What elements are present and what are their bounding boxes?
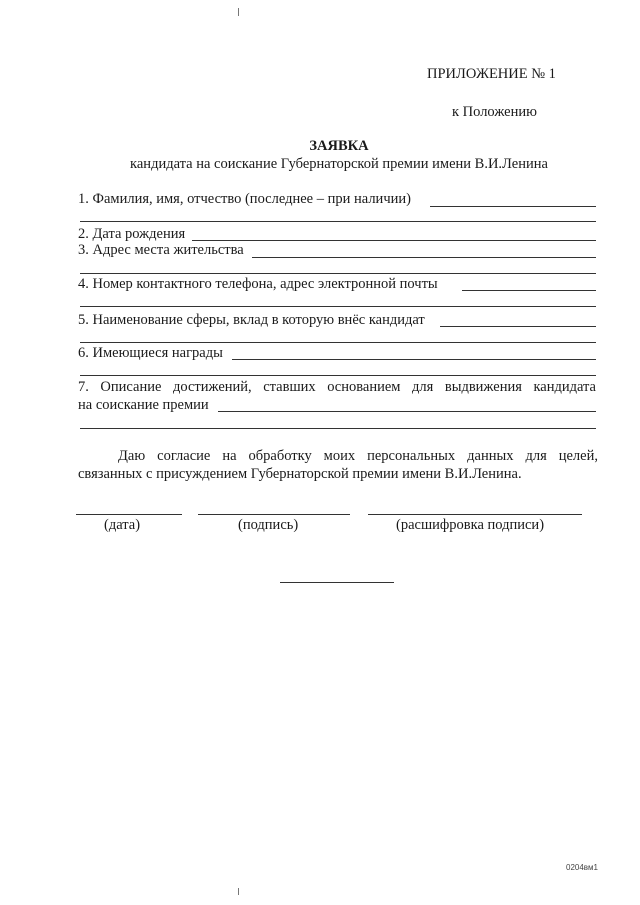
contacts-input-line-1[interactable]: [462, 290, 596, 291]
sphere-input-line-1[interactable]: [440, 326, 596, 327]
consent-text-line-1: Даю согласие на обработку моих персональных данных для целей,: [118, 448, 598, 464]
to-regulation: к Положению: [452, 104, 537, 120]
document-title: ЗАЯВКА: [309, 138, 369, 154]
awards-input-line-1[interactable]: [232, 359, 596, 360]
field-sphere-label: 5. Наименование сферы, вклад в которую внёс кандидат: [78, 312, 425, 328]
address-input-line-1[interactable]: [252, 257, 596, 258]
contacts-input-line-2[interactable]: [80, 306, 596, 307]
full-name-input-line-1[interactable]: [430, 206, 596, 207]
closing-divider: [280, 582, 394, 583]
field-awards-label: 6. Имеющиеся награды: [78, 345, 223, 361]
signature-caption: (подпись): [238, 517, 299, 533]
scan-speck: [238, 888, 239, 895]
awards-input-line-2[interactable]: [80, 375, 596, 376]
scan-speck: [238, 8, 239, 16]
field-achievements-label: 7. Описание достижений, ставших основанием для выдвижения кандидата: [78, 379, 596, 395]
field-birth-date-label: 2. Дата рождения: [78, 226, 186, 242]
document-subtitle: кандидата на соискание Губернаторской премии имени В.И.Ленина: [130, 156, 548, 172]
decoding-caption: (расшифровка подписи): [396, 517, 545, 533]
birth-date-input-line[interactable]: [192, 240, 596, 241]
signature-line[interactable]: [198, 514, 350, 515]
full-name-input-line-2[interactable]: [80, 221, 596, 222]
consent-text-line-2: связанных с присуждением Губернаторской премии имени В.И.Ленина.: [78, 466, 522, 482]
achievements-input-line-1[interactable]: [218, 411, 596, 412]
date-signature-line[interactable]: [76, 514, 182, 515]
achievements-input-line-2[interactable]: [80, 428, 596, 429]
footer-code: 0204вм1: [566, 863, 598, 872]
field-achievements-label-cont: на соискание премии: [78, 397, 209, 413]
decoding-signature-line[interactable]: [368, 514, 582, 515]
appendix-number: ПРИЛОЖЕНИЕ № 1: [427, 66, 556, 82]
sphere-input-line-2[interactable]: [80, 342, 596, 343]
field-full-name-label: 1. Фамилия, имя, отчество (последнее – при наличии): [78, 191, 411, 207]
field-address-label: 3. Адрес места жительства: [78, 242, 244, 258]
field-contacts-label: 4. Номер контактного телефона, адрес электронной почты: [78, 276, 438, 292]
date-caption: (дата): [104, 517, 141, 533]
address-input-line-2[interactable]: [80, 273, 596, 274]
